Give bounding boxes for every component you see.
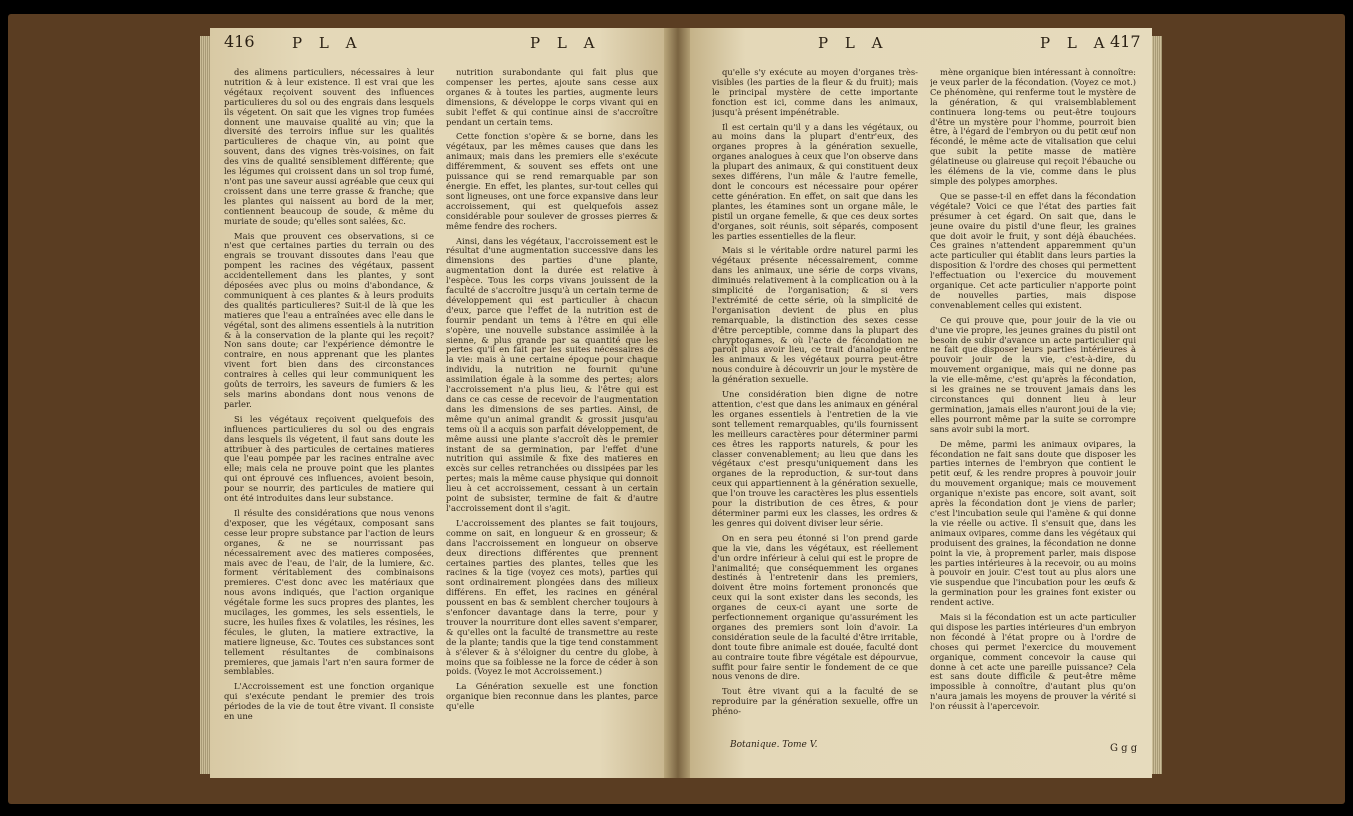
- footer-volume: Botanique. Tome V.: [730, 740, 818, 750]
- paragraph: Mais que prouvent ces observations, si ce n'est que certaines parties du terrain ou des engrais se trouvant dissoutes dans l'eau que pompent les racines des végétaux, passent accidentellement dans les plantes, y sont déposées avec plus ou moins d'abondance, & communiquent à ces plantes & à leurs produits des qualités particulieres? Suit-il de là que les matieres que l'eau a entraînées avec elle dans le végétal, sont des alimens essentiels à la nutrition & à la conservation de la plante qui les reçoit? Non sans doute; car l'expérience démontre le contraire, en nous apprenant que les plantes vivent fort bien dans des circonstances contraires à celles qui leur communiquent les goûts de terroirs, les saveurs de fumiers & les sels marins abondans dont nous venons de parler.: [224, 230, 434, 409]
- text-column-2: [446, 68, 658, 764]
- paragraph: Que se passe-t-il en effet dans la fécondation végétale? Voici ce que l'état des parties fait présumer à cet égard. On sait que, dans le jeune ovaire du pistil d'une fleur, les graines que doit avoir le fruit, y sont déjà ébauchées. Ces graines n'attendent apparemment qu'un acte particulier qui établit dans leurs parties la disposition & l'ordre des choses qui permettent l'effectuation ou l'exercice du mouvement organique. Cet acte particulier n'apporte point de nouvelles parties, mais dispose convenablement celles qui existent.: [930, 190, 1136, 310]
- paragraph: Mais si la fécondation est un acte particulier qui dispose les parties intérieures d'un embryon non fécondé à l'état propre ou à l'ordre de choses qui permet l'exercice du mouvement organique, comment concevoir la cause qui donne à cet acte une pareille puissance? Cela est sans doute difficile & peut-être même impossible à connoître, d'autant plus qu'on n'aura jamais les moyens de prouver la vérité si l'on réussit à l'apercevoir.: [930, 612, 1136, 712]
- paragraph: L'accroissement des plantes se fait toujours, comme on sait, en longueur & en grosseur; & dans l'accroissement en longueur on observe deux directions différentes que prennent certaines parties des plantes, telles que les racines & la tige (voyez ces mots), parties qui sont ordinairement plongées dans des milieux différens. En effet, les racines en général poussent en bas & semblent chercher toujours à s'enfoncer davantage dans la terre, pour y trouver la nourriture dont elles savent s'emparer, & qu'elles ont la faculté de transmettre au reste de la plante; tandis que la tige tend constamment à s'élever & à s'éloigner du centre du globe, à moins que sa foiblesse ne la force de céder à son poids. (Voyez le mot Accroissement.): [446, 517, 658, 677]
- page-number: 417: [1110, 32, 1141, 51]
- paragraph: De même, parmi les animaux ovipares, la fécondation ne fait sans doute que disposer les parties internes de l'embryon que contient le petit œuf, & les rendre propres à pouvoir jouir du mouvement organique; mais ce mouvement organique n'existe pas encore, soit avant, soit après la fécondation dont je viens de parler; c'est l'incubation seule qui l'amène & qui donne la vie réelle ou active. Il s'ensuit que, dans les animaux ovipares, comme dans les végétaux qui produisent des graines, la fécondation ne donne point la vie, à proprement parler, mais dispose les parties intérieures à la recevoir, ou au moins à pouvoir en jouir. C'est tout au plus alors une vie suspendue que l'incubation pour les œufs & la germination pour les graines font exister ou rendent active.: [930, 438, 1136, 608]
- paragraph: Si les végétaux reçoivent quelquefois des influences particulieres du sol ou des engrais dans lesquels ils végetent, il faut sans doute les attribuer à des particules de certaines matieres que l'eau pompée par les racines entraîne avec elle; mais cela ne prouve point que les plantes qui ont éprouvé ces influences, avoient besoin, pour se nourrir, des particules de matiere qui ont été introduites dans leur substance.: [224, 413, 434, 504]
- paragraph: Cette fonction s'opère & se borne, dans les végétaux, par les mêmes causes que dans les animaux; mais dans les premiers elle s'exécute différemment, & souvent ses effets ont une puissance qui se rend remarquable par son énergie. En effet, les plantes, sur-tout celles qui sont ligneuses, ont une force expansive dans leur accroissement, qui est quelquefois assez considérable pour soulever de grosses pierres & même fendre des rochers.: [446, 131, 658, 231]
- paragraph: Il est certain qu'il y a dans les végétaux, ou au moins dans la plupart d'entr'eux, des organes propres à la génération sexuelle, organes analogues à ceux que l'on observe dans la plupart des animaux, & qui constituent deux sexes différens, l'un mâle & l'autre femelle, dont le concours est nécessaire pour opérer cette génération. En effet, on sait que dans les plantes, les étamines sont un organe mâle, le pistil un organe femelle, & que ces deux sortes d'organes, soit réunis, soit séparés, composent les parties essentielles de la fleur.: [712, 121, 918, 241]
- running-head: P L A: [1040, 34, 1111, 52]
- paragraph: On en sera peu étonné si l'on prend garde que la vie, dans les végétaux, est réellement d'un ordre inférieur à celui qui est le propre de l'animalité; que conséquemment les organes destinés à l'entretenir dans les premiers, doivent être moins fortement prononcés que ceux qui la sont exister dans les seconds, les organes de ceux-ci ayant une sorte de perfectionnement organique qu'assurément les organes des premiers sont loin d'avoir. La considération seule de la faculté d'être irritable, dont toute fibre animale est douée, faculté dont au contraire toute fibre végétale est dépourvue, suffit pour faire sentir le fondement de ce que nous venons de dire.: [712, 532, 918, 682]
- paragraph: Il résulte des considérations que nous venons d'exposer, que les végétaux, composant sans cesse leur propre substance par l'action de leurs organes, & ne se nourrissant pas nécessairement avec des matieres composées, mais avec de l'eau, de l'air, de la lumiere, &c. forment véritablement des combinaisons premieres. C'est donc avec les matériaux que nous avons indiqués, que l'action organique végétale forme les sucs propres des plantes, les mucilages, les gommes, les sels essentiels, le sucre, les huiles fixes & volatiles, les résines, les fécules, le gluten, la matiere extractive, la matiere ligneuse, &c. Toutes ces substances sont tellement résultantes de combinaisons premieres, que jamais l'art n'en saura former de semblables.: [224, 507, 434, 677]
- page-number: 416: [224, 32, 255, 51]
- paragraph: Ce qui prouve que, pour jouir de la vie ou d'une vie propre, les jeunes graines du pistil ont besoin de subir d'avance un acte particulier qui ne fait que disposer leurs parties intérieures à pouvoir jouir de la vie, c'est-à-dire, du mouvement organique, mais qui ne donne pas la vie elle-même, c'est qu'après la fécondation, si les graines ne se trouvent jamais dans les circonstances qui donnent lieu à leur germination, jamais elles n'auront joui de la vie; elles pourront même par la suite se corrompre sans avoir subi la mort.: [930, 314, 1136, 434]
- paragraph: Mais si le véritable ordre naturel parmi les végétaux présente nécessairement, comme dans les animaux, une série de corps vivans, diminués relativement à la complication ou à la simplicité de l'organisation; & si vers l'extrémité de cette série, où la simplicité de l'organisation devient de plus en plus remarquable, la distinction des sexes cesse d'être perceptible, comme dans la plupart des chryptogames, & où l'acte de fécondation ne paroît plus avoir lieu, ce trait d'analogie entre les animaux & les végétaux pourra peut-être nous conduire à découvrir un jour le mystère de la génération sexuelle.: [712, 245, 918, 385]
- paragraph: La Génération sexuelle est une fonction organique bien reconnue dans les plantes, parce qu'elle: [446, 681, 658, 712]
- paragraph: Ainsi, dans les végétaux, l'accroissement est le résultat d'une augmentation successive dans les dimensions des parties d'une plante, augmentation dont la durée est relative à l'espèce. Tous les corps vivans jouissent de la faculté de s'accroître jusqu'à un certain terme de développement qui est particulier à chacun d'eux, parce que l'effet de la nutrition est de fournir pendant un tems à l'être en qui elle s'opère, une nouvelle substance assimilée à la sienne, & plus grande par sa quantité que les pertes qu'il en fait par les suites nécessaires de la vie: mais à une certaine époque pour chaque individu, la nutrition ne fournit qu'une assimilation égale à la somme des pertes; alors l'accroissement n'a plus lieu, & l'être qui est dans ce cas cesse de recevoir de l'augmentation dans les dimensions de ses parties. Ainsi, de même qu'un animal grandit & grossit jusqu'au tems où il a acquis son parfait développement, de même aussi une plante s'accroît dès le premier instant de sa germination, par l'effet d'une nutrition qui assimile & fixe des matieres en excès sur celles retranchées ou dissipées par les pertes; mais la même cause physique qui donnoit lieu à cet accroissement, cessant à un certain point de subsister, termine de fait & d'autre l'accroissement dont il s'agit.: [446, 235, 658, 513]
- paragraph: Une considération bien digne de notre attention, c'est que dans les animaux en général les organes essentiels à l'entretien de la vie sont tellement remarquables, qu'ils fournissent les meilleurs caractères pour déterminer parmi ces êtres les rapports naturels, & pour les classer convenablement; au lieu que dans les végétaux c'est presqu'uniquement dans les organes de la reproduction, & sur-tout dans ceux qui appartiennent à la génération sexuelle, que l'on trouve les caractères les plus essentiels pour la distribution de ces êtres, & pour déterminer parmi eux les classes, les ordres & les genres qui doivent diviser leur série.: [712, 389, 918, 528]
- running-head: P L A: [818, 34, 889, 52]
- paragraph: nutrition surabondante qui fait plus que compenser les pertes, ajoute sans cesse aux organes & à toutes les parties, augmente leurs dimensions, & développe le corps vivant qui en subit l'effet & qui continue ainsi de s'accroître pendant un certain tems.: [446, 68, 658, 127]
- text-column-2: [930, 68, 1136, 738]
- left-page: [210, 28, 668, 778]
- paragraph: des alimens particuliers, nécessaires à leur nutrition & à leur existence. Il est vrai que les végétaux reçoivent souvent des influences particulieres du sol ou des engrais dans lesquels ils végetent. On sait que les vignes trop fumées donnent une mauvaise qualité au vin; que la diversité des terroirs influe sur les qualités particulieres de chaque vin, au point que souvent, dans des vignes très-voisines, on fait des vins de qualité sensiblement différente; que les légumes qui croissent dans un sol trop fumé, n'ont pas une saveur aussi agréable que ceux qui croissent dans une terre grasse & franche; que les plantes qui naissent au bord de la mer, contiennent beaucoup de soude, & même du muriate de soude; qu'elles sont salées, &c.: [224, 68, 434, 226]
- running-head: P L A: [292, 34, 363, 52]
- text-column-1: [712, 68, 918, 728]
- paragraph: L'Accroissement est une fonction organique qui s'exécute pendant le premier des trois périodes de la vie de tout être vivant. Il consiste en une: [224, 681, 434, 722]
- paragraph: qu'elle s'y exécute au moyen d'organes très-visibles (les parties de la fleur & du fruit); mais le principal mystère de cette importante fonction est ici, comme dans les animaux, jusqu'à présent impénétrable.: [712, 68, 918, 117]
- paragraph: Tout être vivant qui a la faculté de se reproduire par la génération sexuelle, offre un phéno-: [712, 686, 918, 717]
- text-column-1: [224, 68, 434, 764]
- paragraph: mène organique bien intéressant à connoître: je veux parler de la fécondation. (Voyez ce mot.) Ce phénomène, qui renferme tout le mystère de la génération, & qui vraisemblablement continuera long-tems ou peut-être toujours d'être un mystère pour l'homme, pourroit bien être, à l'égard de l'embryon ou du petit œuf non fécondé, le même acte de vitalisation que celui que subit la petite masse de matière gélatineuse ou glaireuse qui reçoit l'ébauche ou les élémens de la vie, comme dans le plus simple des polypes amorphes.: [930, 68, 1136, 186]
- signature-mark: G g g: [1110, 743, 1138, 754]
- running-head: P L A: [530, 34, 601, 52]
- right-page: [690, 28, 1152, 778]
- book-gutter: [664, 28, 692, 778]
